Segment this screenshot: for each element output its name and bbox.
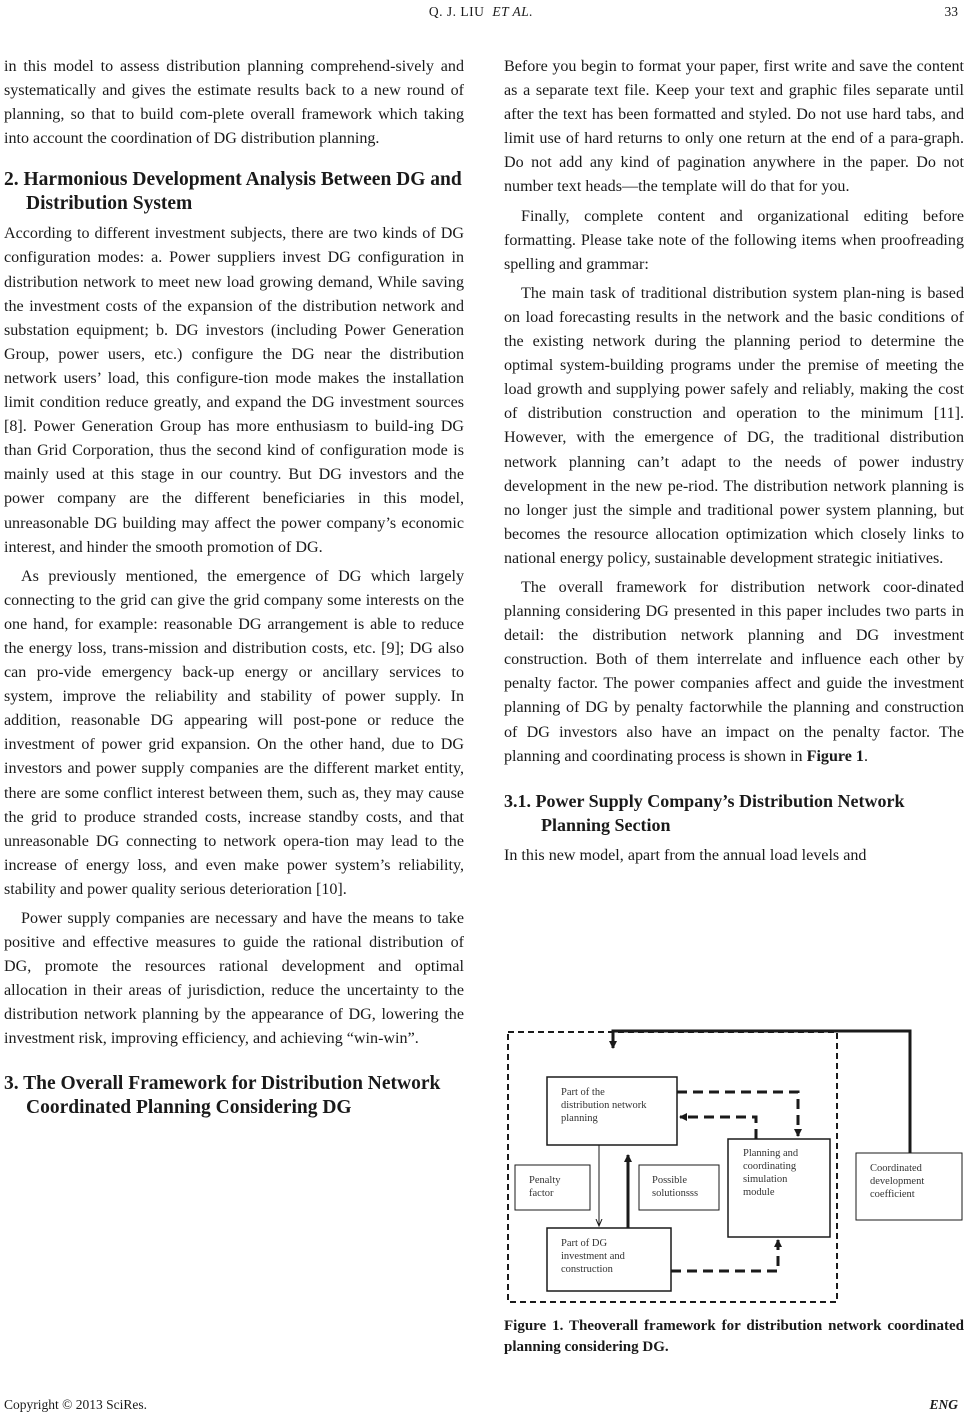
- paragraph-4-text: The overall framework for distribution network coor-dinated planning considering DG presented in this paper includes two parts in detail: the distribution network planning and DG investment construction. Both of them interrelate and influence each other by penalty factor. The power companies affect and guide the investment planning of DG by penalty factorwhile the planning and construction of DG investors also have an impact on the penalty factor. The planning and coordinating process is shown in: [504, 578, 964, 765]
- dashed-arrow-dg-to-module: [671, 1240, 778, 1271]
- header-et-al: ET AL.: [492, 4, 534, 19]
- running-title: [0, 4, 966, 20]
- label-dg-investment: Part of DG investment and construction: [561, 1238, 625, 1275]
- section-3-heading: 3. The Overall Framework for Distribution Network Coordinated Planning Considering DG: [4, 1072, 441, 1118]
- paragraph-intro-continued: in this model to assess distribution planning comprehend-sively and systematically and gives the estimate results back to a new round of planning, so that to build com-plete overall framework which taking into account the coordination of DG distribution planning.: [4, 58, 464, 148]
- section-3-paragraph-4: [504, 576, 964, 769]
- section-3-paragraph-2: Finally, complete content and organizational editing before formatting. Please take note of the following items when proofreading spelling and grammar:: [504, 207, 964, 273]
- section-3-paragraph-3: The main task of traditional distribution system plan-ning is based on load forecasting results in the network and the basic conditions of the existing network during the planning period to determine the optimal system-building programs under the premise of meeting the load growth and supplying power safely and reliably, making the cost of distribution construction and operation to the minimum [11]. However, with the emergence of DG, the traditional distribution network planning can’t adapt to the needs of power industry development in the new pe-riod. The distribution network planning is no longer just the simple and traditional power system planning, but becomes the resource allocation optimization which closely links to national energy policy, sustainable development strategic initiatives.: [504, 284, 964, 567]
- page-number: 33: [944, 4, 958, 19]
- dashed-arrow-to-module: [677, 1092, 798, 1136]
- label-penalty-factor: Penalty factor: [529, 1175, 561, 1199]
- right-column: [504, 55, 964, 868]
- copyright-notice: Copyright © 2013 SciRes.: [4, 1397, 148, 1412]
- label-possible-solutions: Possible solutionsss: [652, 1175, 699, 1199]
- paragraph-4-end: .: [863, 747, 869, 765]
- page-footer: [4, 1397, 962, 1413]
- figure-1-reference[interactable]: Figure 1: [806, 747, 864, 765]
- section-3-paragraph-1: Before you begin to format your paper, first write and save the content as a separate text file. Keep your text and graphic files separate until after the text has been formatted and styled. Do not use hard tabs, and limit use of hard returns to only one return at the end of a para-graph. Do not add any kind of pagination anywhere in the paper. Do not number text heads—the template will do that for you.: [504, 58, 964, 196]
- journal-abbreviation: ENG: [929, 1397, 958, 1412]
- section-2-heading: 2. Harmonious Development Analysis Between DG and Distribution System: [4, 169, 462, 215]
- section-3-1-paragraph-1: In this new model, apart from the annual load levels and: [504, 846, 867, 864]
- label-planning-module: Planning and coordinating simulation module: [743, 1148, 799, 1198]
- running-header: [0, 0, 966, 26]
- figure-1: [504, 1022, 966, 1312]
- figure-1-caption: Figure 1. Theoverall framework for distribution network coordinated planning considering DG.: [504, 1318, 964, 1355]
- header-authors: Q. J. LIU: [428, 4, 485, 19]
- label-distribution-planning: Part of the distribution network planning: [561, 1087, 647, 1124]
- section-2-paragraph-2: As previously mentioned, the emergence of DG which largely connecting to the grid can give the grid company some interests on the one hand, for example: reasonable DG arrangement is able to reduce the energy loss, trans-mission and distribution costs, etc. [9]; DG also can pro-vide emergency back-up energy or ancillary services to system, improve the reliability and stability of power supply. In addition, reasonable DG appearing will post-pone or reduce the investment of power grid expansion. On the other hand, due to DG investors and power supply companies are the different market entity, there are some conflict interest between them, such as, they may cause the grid to produce stranded costs, increase standby costs, and that unreasonable DG connecting to network opera-tion may lead to the increase of energy loss, and even make power system’s reliability, stability and power quality serious deterioration [10].: [4, 567, 464, 898]
- section-3-1-heading: 3.1. Power Supply Company’s Distribution Network Planning Section: [504, 790, 905, 835]
- framework-diagram: [504, 1022, 966, 1312]
- section-2-paragraph-3: Power supply companies are necessary and have the means to take positive and effective measures to guide the rational distribution of DG, promote the resources rational development and optimal allocation in their areas of jurisdiction, reduce the uncertainty to the distribution network planning by the appearance of DG, lowering the investment risk, improving efficiency, and achieving “win-win”.: [4, 910, 464, 1048]
- dashed-arrow-to-planning: [680, 1117, 756, 1139]
- section-2-paragraph-1: According to different investment subjects, there are two kinds of DG configuration modes: a. Power suppliers invest DG configuration in distribution network to meet new load growing demand, While saving the investment costs of the expansion of the distribution network and substation equipment; b. DG investors (including Power Generation Group, power users, etc.) configure the DG near the distribution network users’ load, this configure-tion mode makes the installation limit condition reduce greatly, and expand the DG investment sources [8]. Power Generation Group has more enthusiasm to build-ing DG than Grid Corporation, thus the second kind of configuration mode is mainly used at this stage in our country. But DG investors and the power company are the different beneficiaries in this model, unreasonable DG building may affect the power company’s economic interest, and hinder the smooth promotion of DG.: [4, 225, 464, 556]
- left-column: [4, 55, 464, 1120]
- label-coordinated-coefficient: Coordinated development coefficient: [870, 1163, 925, 1200]
